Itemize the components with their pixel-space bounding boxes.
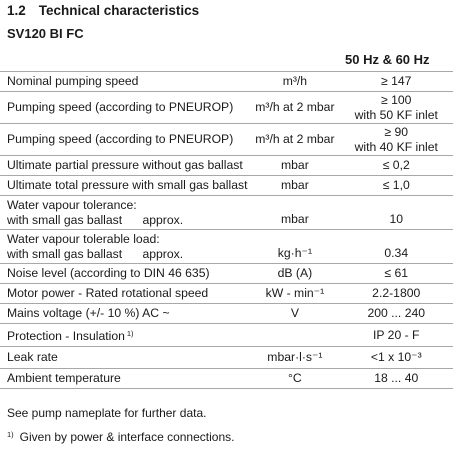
- footnote: [7, 430, 234, 444]
- spec-row: [0, 347, 453, 369]
- value-cell: [339, 284, 453, 304]
- parameter-cell: [0, 347, 250, 369]
- unit-cell: mbar: [250, 176, 339, 196]
- section-number: 1.2: [7, 3, 26, 18]
- value-cell: [339, 264, 453, 284]
- spec-row: [0, 124, 453, 156]
- parameter-cell: [0, 264, 250, 284]
- parameter-label: Pumping speed (according to PNEUROP): [7, 100, 234, 114]
- parameter-label: Water vapour tolerance:: [7, 197, 137, 212]
- parameter-cell: [0, 124, 250, 156]
- parameter-cell: [0, 92, 250, 124]
- spec-row: [0, 156, 453, 176]
- value-cell: [339, 369, 453, 389]
- value-cell: [339, 230, 453, 264]
- footnote-text: Given by power & interface connections.: [19, 430, 235, 444]
- value-text: 18 ... 40: [374, 371, 419, 385]
- spec-row: [0, 176, 453, 196]
- nameplate-note: See pump nameplate for further data.: [7, 406, 207, 420]
- unit-cell: m³/h: [250, 72, 339, 92]
- value-cell: [339, 92, 453, 124]
- value-cell: [339, 72, 453, 92]
- value-text: 2.2-1800: [372, 286, 421, 300]
- value-text: IP 20 - F: [372, 327, 420, 342]
- parameter-label: Ultimate partial pressure without gas ballast: [7, 158, 243, 172]
- value-text: ≤ 1,0: [382, 178, 410, 192]
- unit-cell: [250, 324, 339, 347]
- unit-cell: mbar: [250, 196, 339, 230]
- model-name: SV120 BI FC: [7, 26, 84, 41]
- parameter-cell: [0, 369, 250, 389]
- unit-cell: V: [250, 304, 339, 324]
- value-cell: [339, 156, 453, 176]
- parameter-label: Pumping speed (according to PNEUROP): [7, 132, 234, 146]
- value-cell: [339, 124, 453, 156]
- value-cell: [339, 196, 453, 230]
- spec-row: [0, 92, 453, 124]
- unit-cell: m³/h at 2 mbar: [250, 124, 339, 156]
- unit-cell: dB (A): [250, 264, 339, 284]
- value-text: ≥ 100: [381, 92, 412, 107]
- parameter-cell: [0, 230, 250, 264]
- unit-cell: °C: [250, 369, 339, 389]
- unit-cell: m³/h at 2 mbar: [250, 92, 339, 124]
- value-text: ≤ 61: [384, 266, 409, 280]
- parameter-label: Motor power - Rated rotational speed: [7, 286, 209, 300]
- section-heading: [7, 3, 199, 18]
- parameter-cell: [0, 156, 250, 176]
- value-subtext: with 40 KF inlet: [354, 139, 438, 154]
- value-cell: [339, 324, 453, 347]
- parameter-label: Mains voltage (+/- 10 %) AC ~: [7, 306, 170, 320]
- parameter-label: Ultimate total pressure with small gas ballast: [7, 178, 248, 192]
- section-title: Technical characteristics: [38, 3, 200, 18]
- spec-row: [0, 284, 453, 304]
- unit-cell: mbar: [250, 156, 339, 176]
- spec-row: [0, 196, 453, 230]
- parameter-label: Water vapour tolerable load:: [7, 231, 160, 246]
- spec-row: [0, 324, 453, 347]
- parameter-label: Noise level (according to DIN 46 635): [7, 266, 210, 280]
- parameter-cell: [0, 304, 250, 324]
- parameter-cell: [0, 176, 250, 196]
- unit-cell: mbar·l·s⁻¹: [250, 347, 339, 369]
- value-text: 10: [389, 212, 404, 226]
- spec-row: [0, 230, 453, 264]
- value-text: <1 x 10⁻³: [370, 350, 422, 364]
- parameter-footnote-mark: 1): [126, 329, 134, 338]
- spec-row: [0, 264, 453, 284]
- parameter-cell: [0, 72, 250, 92]
- unit-cell: kW - min⁻¹: [250, 284, 339, 304]
- value-cell: [339, 176, 453, 196]
- spec-row: [0, 304, 453, 324]
- spec-row: [0, 369, 453, 389]
- value-text: ≤ 0,2: [382, 158, 410, 172]
- parameter-label: Nominal pumping speed: [7, 74, 139, 88]
- parameter-label: Ambient temperature: [7, 371, 121, 385]
- value-text: 200 ... 240: [367, 306, 426, 320]
- parameter-cell: [0, 284, 250, 304]
- parameter-sublabel: with small gas ballast approx.: [7, 246, 184, 261]
- unit-cell: kg·h⁻¹: [250, 230, 339, 264]
- parameter-cell: [0, 324, 250, 347]
- spec-row: [0, 72, 453, 92]
- parameter-label: Protection - Insulation: [7, 329, 125, 343]
- footnote-mark: 1): [7, 430, 14, 439]
- value-subtext: with 50 KF inlet: [354, 107, 438, 122]
- value-cell: [339, 347, 453, 369]
- parameter-label: Leak rate: [7, 350, 58, 364]
- value-text: 0.34: [384, 246, 409, 260]
- value-text: ≥ 147: [381, 74, 412, 88]
- frequency-column-header: 50 Hz & 60 Hz: [345, 52, 430, 67]
- technical-characteristics-table: [0, 71, 453, 389]
- value-text: ≥ 90: [384, 124, 409, 139]
- value-cell: [339, 304, 453, 324]
- parameter-sublabel: with small gas ballast approx.: [7, 212, 184, 227]
- parameter-cell: [0, 196, 250, 230]
